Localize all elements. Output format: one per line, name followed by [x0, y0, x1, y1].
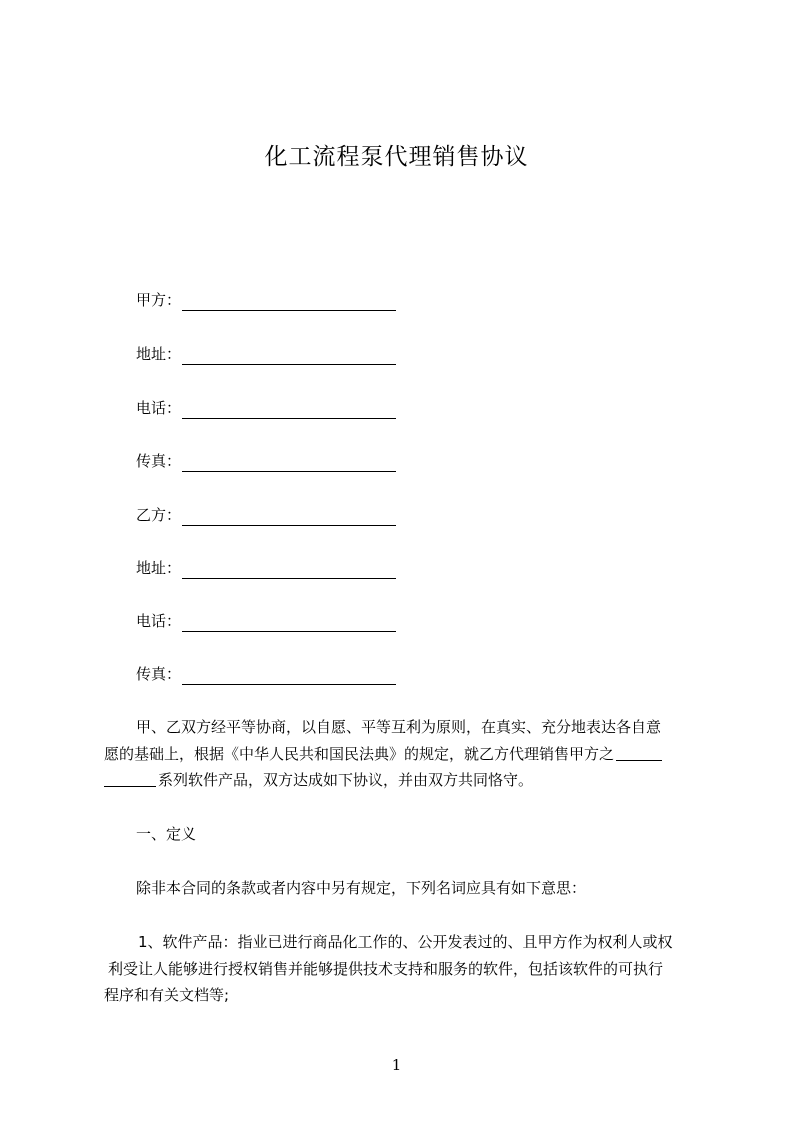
party-b-phone-label: 电话：	[136, 612, 182, 630]
party-a-address-label: 地址：	[136, 345, 182, 363]
section-heading-definitions: 一、定义	[136, 825, 197, 843]
party-a-blank-line	[182, 310, 396, 311]
party-a-field	[136, 289, 396, 311]
party-a-fax-blank-line	[182, 471, 396, 472]
party-a-phone-blank-line	[182, 418, 396, 419]
definition-item-1	[104, 929, 704, 1009]
product-name-blank-part-2	[104, 772, 156, 787]
intro-line-2-text: 愿的基础上，根据《中华人民共和国民法典》的规定，就乙方代理销售甲方之	[104, 744, 615, 763]
definition-item-1-line-3: 程序和有关文档等;	[104, 986, 230, 1004]
party-b-field	[136, 504, 396, 526]
definitions-intro: 除非本合同的条款或者内容中另有规定，下列名词应具有如下意思：	[136, 879, 587, 897]
product-name-blank-part-1	[616, 746, 662, 761]
page-number: 1	[391, 1056, 402, 1074]
party-b-label: 乙方：	[136, 506, 182, 524]
definition-item-1-line-1: 1、软件产品：指业已进行商品化工作的、公开发表过的、且甲方作为权利人或权	[138, 933, 673, 951]
intro-line-3-text: 系列软件产品，双方达成如下协议，并由双方共同恪守。	[158, 771, 534, 789]
party-b-phone-field	[136, 610, 396, 632]
document-title: 化工流程泵代理销售协议	[264, 144, 529, 170]
party-b-blank-line	[182, 525, 396, 526]
intro-line-1: 甲、乙双方经平等协商，以自愿、平等互利为原则，在真实、充分地表达各自意	[136, 718, 662, 736]
party-a-address-blank-line	[182, 364, 396, 365]
party-b-fax-blank-line	[182, 684, 396, 685]
party-b-address-label: 地址：	[136, 559, 182, 577]
party-b-fax-field	[136, 663, 396, 685]
definition-item-1-line-2: 利受让人能够进行授权销售并能够提供技术支持和服务的软件，包括该软件的可执行	[108, 959, 664, 978]
party-a-address-field	[136, 343, 396, 365]
intro-line-3	[104, 767, 704, 794]
party-a-fax-label: 传真：	[136, 452, 182, 470]
intro-line-2	[104, 741, 704, 768]
party-a-phone-label: 电话：	[136, 399, 182, 417]
intro-paragraph	[104, 714, 704, 794]
party-b-fax-label: 传真：	[136, 665, 182, 683]
party-a-fax-field	[136, 450, 396, 472]
party-b-address-blank-line	[182, 578, 396, 579]
party-a-label: 甲方：	[136, 291, 182, 309]
party-a-phone-field	[136, 397, 396, 419]
party-b-address-field	[136, 557, 396, 579]
party-b-phone-blank-line	[182, 631, 396, 632]
